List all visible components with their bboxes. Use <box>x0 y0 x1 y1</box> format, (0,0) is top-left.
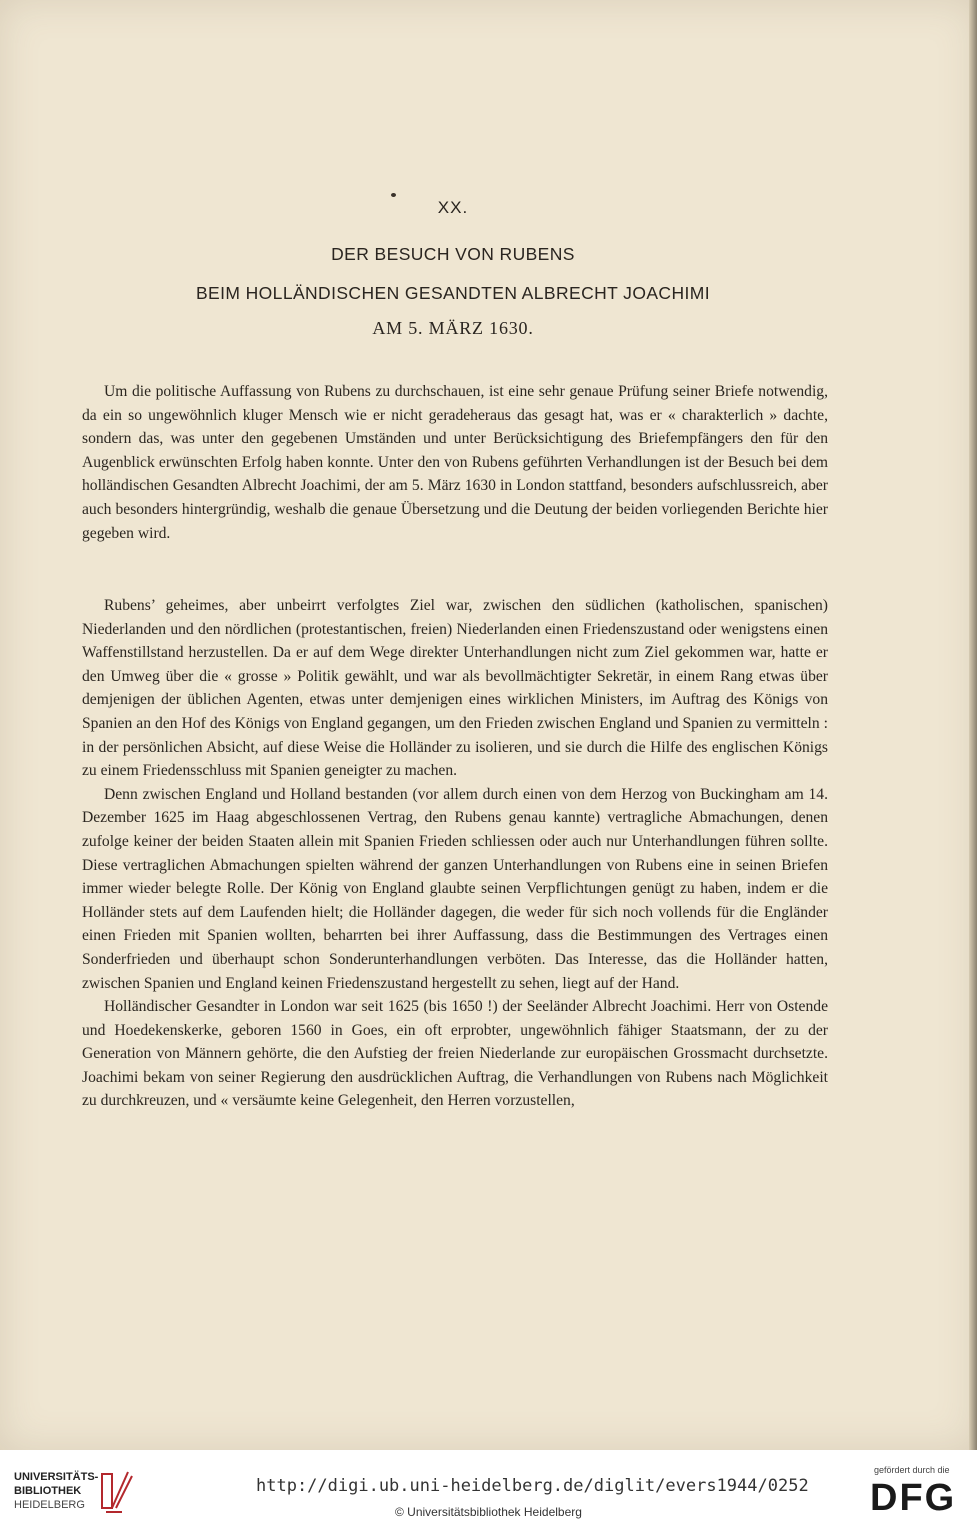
funding-note: gefördert durch die <box>874 1465 950 1475</box>
permalink-url[interactable]: http://digi.ub.uni-heidelberg.de/diglit/evers1944/0252 <box>256 1476 809 1496</box>
page-edge-shadow <box>969 0 977 1450</box>
dfg-logo: DFG <box>870 1477 957 1519</box>
library-logo-icon <box>100 1468 134 1514</box>
chapter-number: XX. <box>437 198 469 217</box>
title-line-3: AM 5. MÄRZ 1630. <box>372 318 534 338</box>
title-line-1: DER BESUCH VON RUBENS <box>331 244 575 264</box>
main-section <box>82 594 828 1113</box>
paragraph: Rubens’ geheimes, aber unbeirrt verfolgtes Ziel war, zwischen den südlichen (katholischen, spanischen) Niederlanden und den nördlichen (protestantischen, freien) Niederlanden einen Friedenszustand oder wenigstens einen Waffenstillstand herzustellen. Da er auf dem Wege direkter Unterhandlungen nicht zum Ziel gekommen war, hatte er den Umweg über die « grosse » Politik gewählt, und war als bevollmächtigter Sekretär, in einem Rang etwas über demjenigen der üblichen Agenten, etwas unter demjenigen eines wirklichen Ministers, im Auftrag des Königs von Spanien an den Hof des Königs von England gegangen, um den Frieden zwischen England und Spanien zu vermitteln : in der persönlichen Absicht, auf diese Weise die Holländer zu isolieren, und sie durch die Hilfe des englischen Königs zu einem Friedensschluss mit Spanien geneigter zu machen. <box>82 597 828 780</box>
library-name-line-3: HEIDELBERG <box>14 1499 85 1511</box>
viewer-footer <box>0 1450 977 1532</box>
paragraph: Holländischer Gesandter in London war seit 1625 (bis 1650 !) der Seeländer Albrecht Joachimi. Herr von Ostende und Hoedekenskerke, geboren 1560 in Goes, ein oft erprobter, ungewöhnlich fähiger Staatsmann, der zu der Generation von Männern gehörte, die den Aufstieg der freien Niederlande zur europäischen Grossmacht durchsetzte. Joachimi bekam von seiner Regierung den ausdrücklichen Auftrag, die Verhandlungen von Rubens nach Möglichkeit zu durchkreuzen, und « versäumte keine Gelegenheit, den Herren vorzustellen, <box>82 998 828 1110</box>
library-logo-text <box>14 1470 98 1512</box>
intro-section <box>82 380 828 545</box>
ink-speck <box>391 193 396 197</box>
copyright-notice: © Universitätsbibliothek Heidelberg <box>395 1505 582 1519</box>
paragraph: Denn zwischen England und Holland bestanden (vor allem durch einen von dem Herzog von Buckingham am 14. Dezember 1625 im Haag abgeschlossenen Vertrag, den Rubens genau kannte) vertragliche Abmachungen, denen zufolge keiner der beiden Staaten allein mit Spanien Frieden schliessen oder auch nur Unterhandlungen führen sollte. Diese vertraglichen Abmachungen spielten während der ganzen Unterhandlungen von Rubens eine in seinen Briefen immer wieder belegte Rolle. Der König von England glaubte seinen Verpflichtungen genügt zu haben, indem er die Holländer stets auf dem Laufenden hielt; die Holländer dagegen, die weder für sich noch vollends für die Engländer einen Frieden mit Spanien wollten, beharrten bei ihrer Auffassung, dass die Bestimmungen des Vertrages einen Sonderfrieden und überhaupt schon Sonderunterhandlungen verböten. Das Interesse, das die Holländer hatten, zwischen Spanien und England keinen Friedenszustand hergestellt zu sehen, liegt auf der Hand. <box>82 785 828 992</box>
library-name-line-1: UNIVERSITÄTS- <box>14 1471 99 1483</box>
library-name-line-2: BIBLIOTHEK <box>14 1485 82 1497</box>
paragraph: Um die politische Auffassung von Rubens zu durchschauen, ist eine sehr genaue Prüfung seiner Briefe notwendig, da ein so ungewöhnlich kluger Mensch wie er nicht geradeheraus das gesagt hat, was er « charakterlich » dachte, sondern das, was unter den gegebenen Umständen und unter Berücksichtigung des Briefempfängers den für den Augenblick erwünschten Erfolg haben konnte. Unter den von Rubens geführten Verhandlungen ist der Besuch bei dem holländischen Gesandten Albrecht Joachimi, der am 5. März 1630 in London stattfand, besonders aufschlussreich, aber auch besonders hintergründig, weshalb die genaue Übersetzung und die Deutung der beiden vorliegenden Berichte hier gegeben wird. <box>82 383 828 542</box>
title-line-2: BEIM HOLLÄNDISCHEN GESANDTEN ALBRECHT JOACHIMI <box>195 283 710 303</box>
